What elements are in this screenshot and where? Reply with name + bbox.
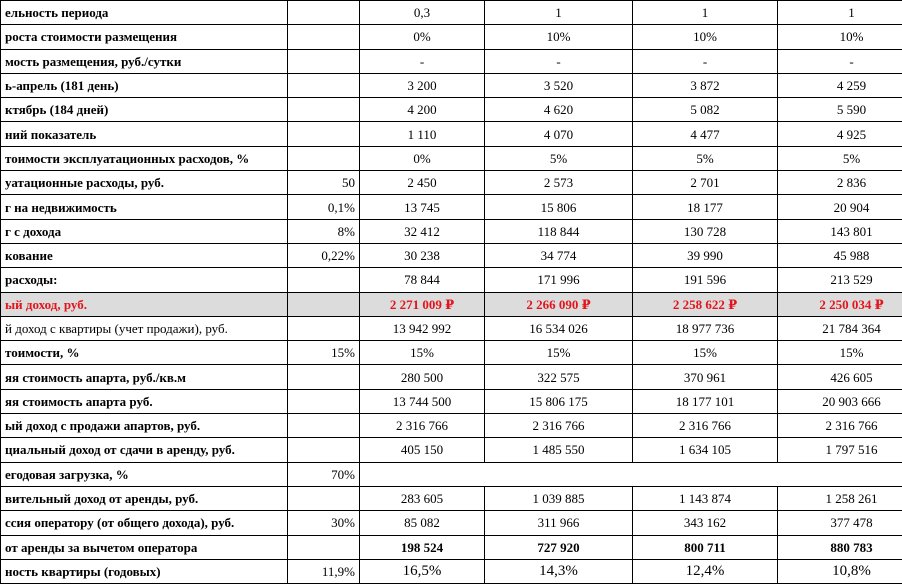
value-cell: 0,3 — [360, 1, 485, 25]
table-row — [1, 171, 902, 195]
table-row — [1, 243, 902, 267]
table-row — [1, 486, 902, 510]
value-cell: 311 966 — [485, 511, 633, 535]
value-cell: 4 925 — [778, 122, 902, 146]
value-cell: 2 450 — [360, 171, 485, 195]
value-cell: 21 784 364 — [778, 316, 902, 340]
row-parameter: 11,9% — [288, 559, 360, 583]
value-cell: 2 316 766 — [633, 414, 778, 438]
value-cell: 15% — [778, 341, 902, 365]
row-parameter: 30% — [288, 511, 360, 535]
value-cell: 130 728 — [633, 219, 778, 243]
table-row — [1, 389, 902, 413]
value-cell: 1 039 885 — [485, 486, 633, 510]
value-cell: 800 711 — [633, 535, 778, 559]
row-parameter — [288, 535, 360, 559]
row-label: от аренды за вычетом оператора — [1, 535, 288, 559]
row-parameter: 15% — [288, 341, 360, 365]
value-cell: 78 844 — [360, 268, 485, 292]
value-cell: 2 316 766 — [360, 414, 485, 438]
value-cell: 727 920 — [485, 535, 633, 559]
table-row — [1, 316, 902, 340]
row-parameter — [288, 316, 360, 340]
table-row — [1, 219, 902, 243]
row-label: ктябрь (184 дней) — [1, 98, 288, 122]
value-cell: 18 177 101 — [633, 389, 778, 413]
row-label: ый доход с продажи апартов, руб. — [1, 414, 288, 438]
table-row — [1, 268, 902, 292]
row-label: яя стоимость апарта руб. — [1, 389, 288, 413]
value-cell: 2 258 622 ₽ — [633, 292, 778, 316]
value-cell: 15 806 175 — [485, 389, 633, 413]
value-cell: 45 988 — [778, 243, 902, 267]
row-label: уатационные расходы, руб. — [1, 171, 288, 195]
value-cell: 343 162 — [633, 511, 778, 535]
value-cell: 370 961 — [633, 365, 778, 389]
value-cell: 13 942 992 — [360, 316, 485, 340]
value-cell: 15% — [633, 341, 778, 365]
row-parameter — [288, 49, 360, 73]
value-cell: 4 477 — [633, 122, 778, 146]
table-row — [1, 195, 902, 219]
table-row — [1, 341, 902, 365]
table-row — [1, 292, 902, 316]
value-cell: 15% — [485, 341, 633, 365]
value-cell: 2 266 090 ₽ — [485, 292, 633, 316]
value-cell: 1 — [485, 1, 633, 25]
value-cell: 143 801 — [778, 219, 902, 243]
value-cell: 4 620 — [485, 98, 633, 122]
value-cell: 2 836 — [778, 171, 902, 195]
row-label: мость размещения, руб./сутки — [1, 49, 288, 73]
value-cell: 1 634 105 — [633, 438, 778, 462]
value-cell: 1 797 516 — [778, 438, 902, 462]
value-cell: 10,8% — [778, 559, 902, 583]
value-cell: 10% — [485, 25, 633, 49]
row-label: ый доход, руб. — [1, 292, 288, 316]
row-parameter — [288, 438, 360, 462]
value-cell: 20 904 — [778, 195, 902, 219]
value-cell: 18 177 — [633, 195, 778, 219]
value-cell: 0% — [360, 25, 485, 49]
value-cell: 1 485 550 — [485, 438, 633, 462]
value-cell: 12,4% — [633, 559, 778, 583]
row-label: ность квартиры (годовых) — [1, 559, 288, 583]
value-cell: 2 573 — [485, 171, 633, 195]
value-cell: 4 070 — [485, 122, 633, 146]
value-cell: 30 238 — [360, 243, 485, 267]
row-label: егодовая загрузка, % — [1, 462, 288, 486]
value-cell: 16 534 026 — [485, 316, 633, 340]
table-row — [1, 1, 902, 25]
row-parameter — [288, 389, 360, 413]
row-label: роста стоимости размещения — [1, 25, 288, 49]
value-cell: 1 143 874 — [633, 486, 778, 510]
value-cell: 18 977 736 — [633, 316, 778, 340]
row-label: яя стоимость апарта, руб./кв.м — [1, 365, 288, 389]
row-parameter: 50 — [288, 171, 360, 195]
row-label: ь-апрель (181 день) — [1, 73, 288, 97]
value-cell: 198 524 — [360, 535, 485, 559]
table-row — [1, 146, 902, 170]
row-parameter: 0,22% — [288, 243, 360, 267]
row-parameter — [288, 98, 360, 122]
value-cell: 32 412 — [360, 219, 485, 243]
value-cell: 85 082 — [360, 511, 485, 535]
value-cell: 1 110 — [360, 122, 485, 146]
table-row — [1, 98, 902, 122]
value-cell: 283 605 — [360, 486, 485, 510]
row-parameter — [288, 486, 360, 510]
value-cell: 13 745 — [360, 195, 485, 219]
row-label: ссия оператору (от общего дохода), руб. — [1, 511, 288, 535]
row-label: тоимости эксплуатационных расходов, % — [1, 146, 288, 170]
value-cell: 191 596 — [633, 268, 778, 292]
value-cell: 1 — [778, 1, 902, 25]
value-cell: 2 316 766 — [485, 414, 633, 438]
value-cell: 34 774 — [485, 243, 633, 267]
value-cell: 405 150 — [360, 438, 485, 462]
empty-cell — [360, 462, 902, 486]
table-row — [1, 559, 902, 583]
value-cell: 3 520 — [485, 73, 633, 97]
row-parameter — [288, 365, 360, 389]
row-label: ний показатель — [1, 122, 288, 146]
row-parameter — [288, 122, 360, 146]
value-cell: 0% — [360, 146, 485, 170]
row-parameter — [288, 1, 360, 25]
row-parameter: 70% — [288, 462, 360, 486]
row-parameter — [288, 268, 360, 292]
table-body — [1, 1, 902, 584]
table-row — [1, 73, 902, 97]
row-parameter — [288, 146, 360, 170]
value-cell: 13 744 500 — [360, 389, 485, 413]
row-label: кование — [1, 243, 288, 267]
value-cell: 171 996 — [485, 268, 633, 292]
row-label: ельность периода — [1, 1, 288, 25]
value-cell: 118 844 — [485, 219, 633, 243]
value-cell: 4 259 — [778, 73, 902, 97]
value-cell: 322 575 — [485, 365, 633, 389]
value-cell: 3 200 — [360, 73, 485, 97]
value-cell: 5% — [485, 146, 633, 170]
value-cell: 1 — [633, 1, 778, 25]
table-row — [1, 122, 902, 146]
value-cell: - — [485, 49, 633, 73]
value-cell: 5% — [633, 146, 778, 170]
value-cell: 5 082 — [633, 98, 778, 122]
row-label: расходы: — [1, 268, 288, 292]
row-parameter — [288, 414, 360, 438]
row-parameter: 0,1% — [288, 195, 360, 219]
row-label: г на недвижимость — [1, 195, 288, 219]
value-cell: - — [360, 49, 485, 73]
value-cell: 2 271 009 ₽ — [360, 292, 485, 316]
value-cell: - — [778, 49, 902, 73]
value-cell: 5 590 — [778, 98, 902, 122]
value-cell: 14,3% — [485, 559, 633, 583]
table-row — [1, 25, 902, 49]
value-cell: 2 316 766 — [778, 414, 902, 438]
value-cell: 5% — [778, 146, 902, 170]
table-row — [1, 49, 902, 73]
row-parameter — [288, 292, 360, 316]
value-cell: 280 500 — [360, 365, 485, 389]
value-cell: 16,5% — [360, 559, 485, 583]
row-label: тоимости, % — [1, 341, 288, 365]
table-row — [1, 535, 902, 559]
table-row — [1, 414, 902, 438]
value-cell: 213 529 — [778, 268, 902, 292]
value-cell: 1 258 261 — [778, 486, 902, 510]
row-label: циальный доход от сдачи в аренду, руб. — [1, 438, 288, 462]
row-parameter: 8% — [288, 219, 360, 243]
value-cell: 3 872 — [633, 73, 778, 97]
value-cell: 426 605 — [778, 365, 902, 389]
value-cell: 2 701 — [633, 171, 778, 195]
row-parameter — [288, 73, 360, 97]
value-cell: - — [633, 49, 778, 73]
value-cell: 4 200 — [360, 98, 485, 122]
table-row — [1, 462, 902, 486]
value-cell: 10% — [778, 25, 902, 49]
value-cell: 15 806 — [485, 195, 633, 219]
value-cell: 377 478 — [778, 511, 902, 535]
row-parameter — [288, 25, 360, 49]
row-label: вительный доход от аренды, руб. — [1, 486, 288, 510]
row-label: й доход с квартиры (учет продажи), руб. — [1, 316, 288, 340]
row-label: г с дохода — [1, 219, 288, 243]
value-cell: 2 250 034 ₽ — [778, 292, 902, 316]
table-row — [1, 438, 902, 462]
value-cell: 20 903 666 — [778, 389, 902, 413]
value-cell: 39 990 — [633, 243, 778, 267]
value-cell: 15% — [360, 341, 485, 365]
value-cell: 880 783 — [778, 535, 902, 559]
value-cell: 10% — [633, 25, 778, 49]
table-row — [1, 365, 902, 389]
table-row — [1, 511, 902, 535]
